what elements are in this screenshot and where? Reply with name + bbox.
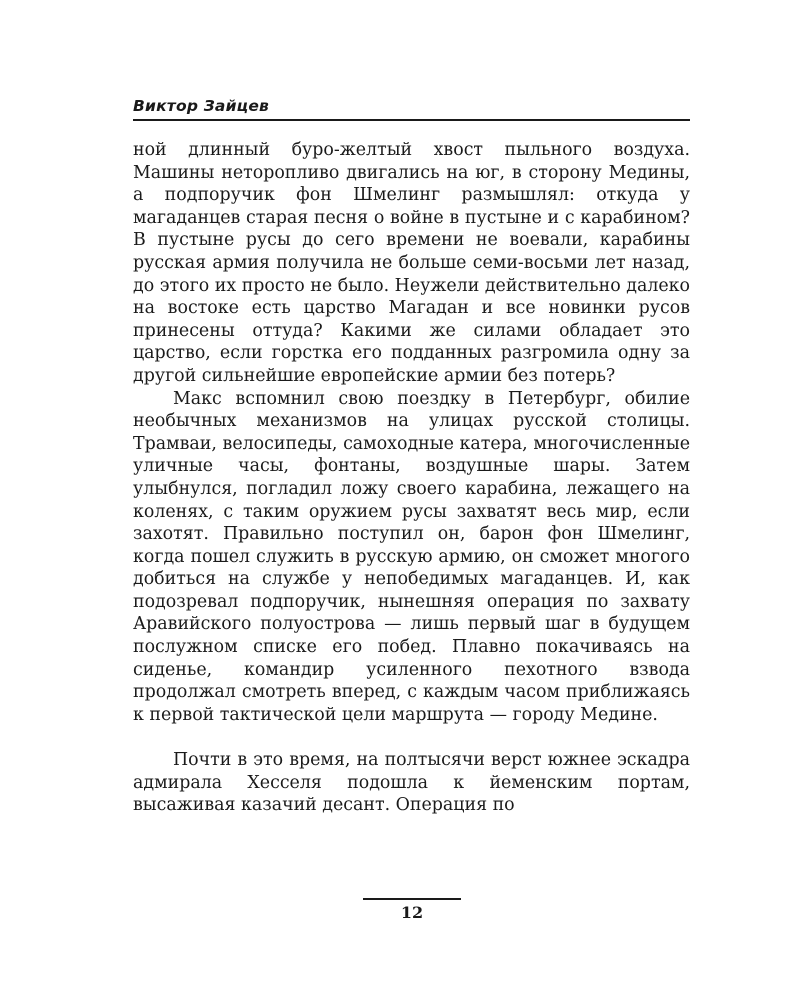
page-number: 12 <box>400 903 424 922</box>
header-divider <box>133 119 690 121</box>
paragraph-continuation: ной длинный буро-желтый хвост пыльного воздуха. Машины неторопливо двигались на юг, в сторону Медины, а подпоручик фон Шмелинг размышлял: откуда у магаданцев старая песня о войне в пустыне и с карабином? В пустыне русы до сего времени не воевали, карабины русская армия получила не больше семи-восьми лет назад, до этого их просто не было. Неужели действительно далеко на востоке есть царство Магадан и все новинки русов принесены оттуда? Какими же силами обладает это царство, если горстка его подданных разгромила одну за другой сильнейшие европейские армии без потерь? <box>133 140 690 386</box>
paragraph: Макс вспомнил свою поездку в Петербург, обилие необычных механизмов на улицах русской столицы. Трамваи, велосипеды, самоходные катера, многочисленные уличные часы, фонтаны, воздушные шары. Затем улыбнулся, погладил ложу своего карабина, лежащего на коленях, с таким оружием русы захватят весь мир, если захотят. Правильно поступил он, барон фон Шмелинг, когда пошел служить в русскую армию, он сможет многого добиться на службе у непобедимых магаданцев. И, как подозревал подпоручик, нынешняя операция по захвату Аравийского полуострова — лишь первый шаг в будущем послужном списке его побед. Плавно покачиваясь на сиденье, командир усиленного пехотного взвода продолжал смотреть вперед, с каждым часом приближаясь к первой тактической цели маршрута — городу Медине. <box>133 388 690 725</box>
running-header-author: Виктор Зайцев <box>133 97 270 115</box>
footer-divider <box>363 898 461 900</box>
paragraph: Почти в это время, на полтысячи верст южнее эскадра адмирала Хесселя подошла к йеменским портам, высаживая казачий десант. Операция по <box>133 750 690 816</box>
page-body <box>133 139 690 817</box>
section-break <box>133 726 690 749</box>
